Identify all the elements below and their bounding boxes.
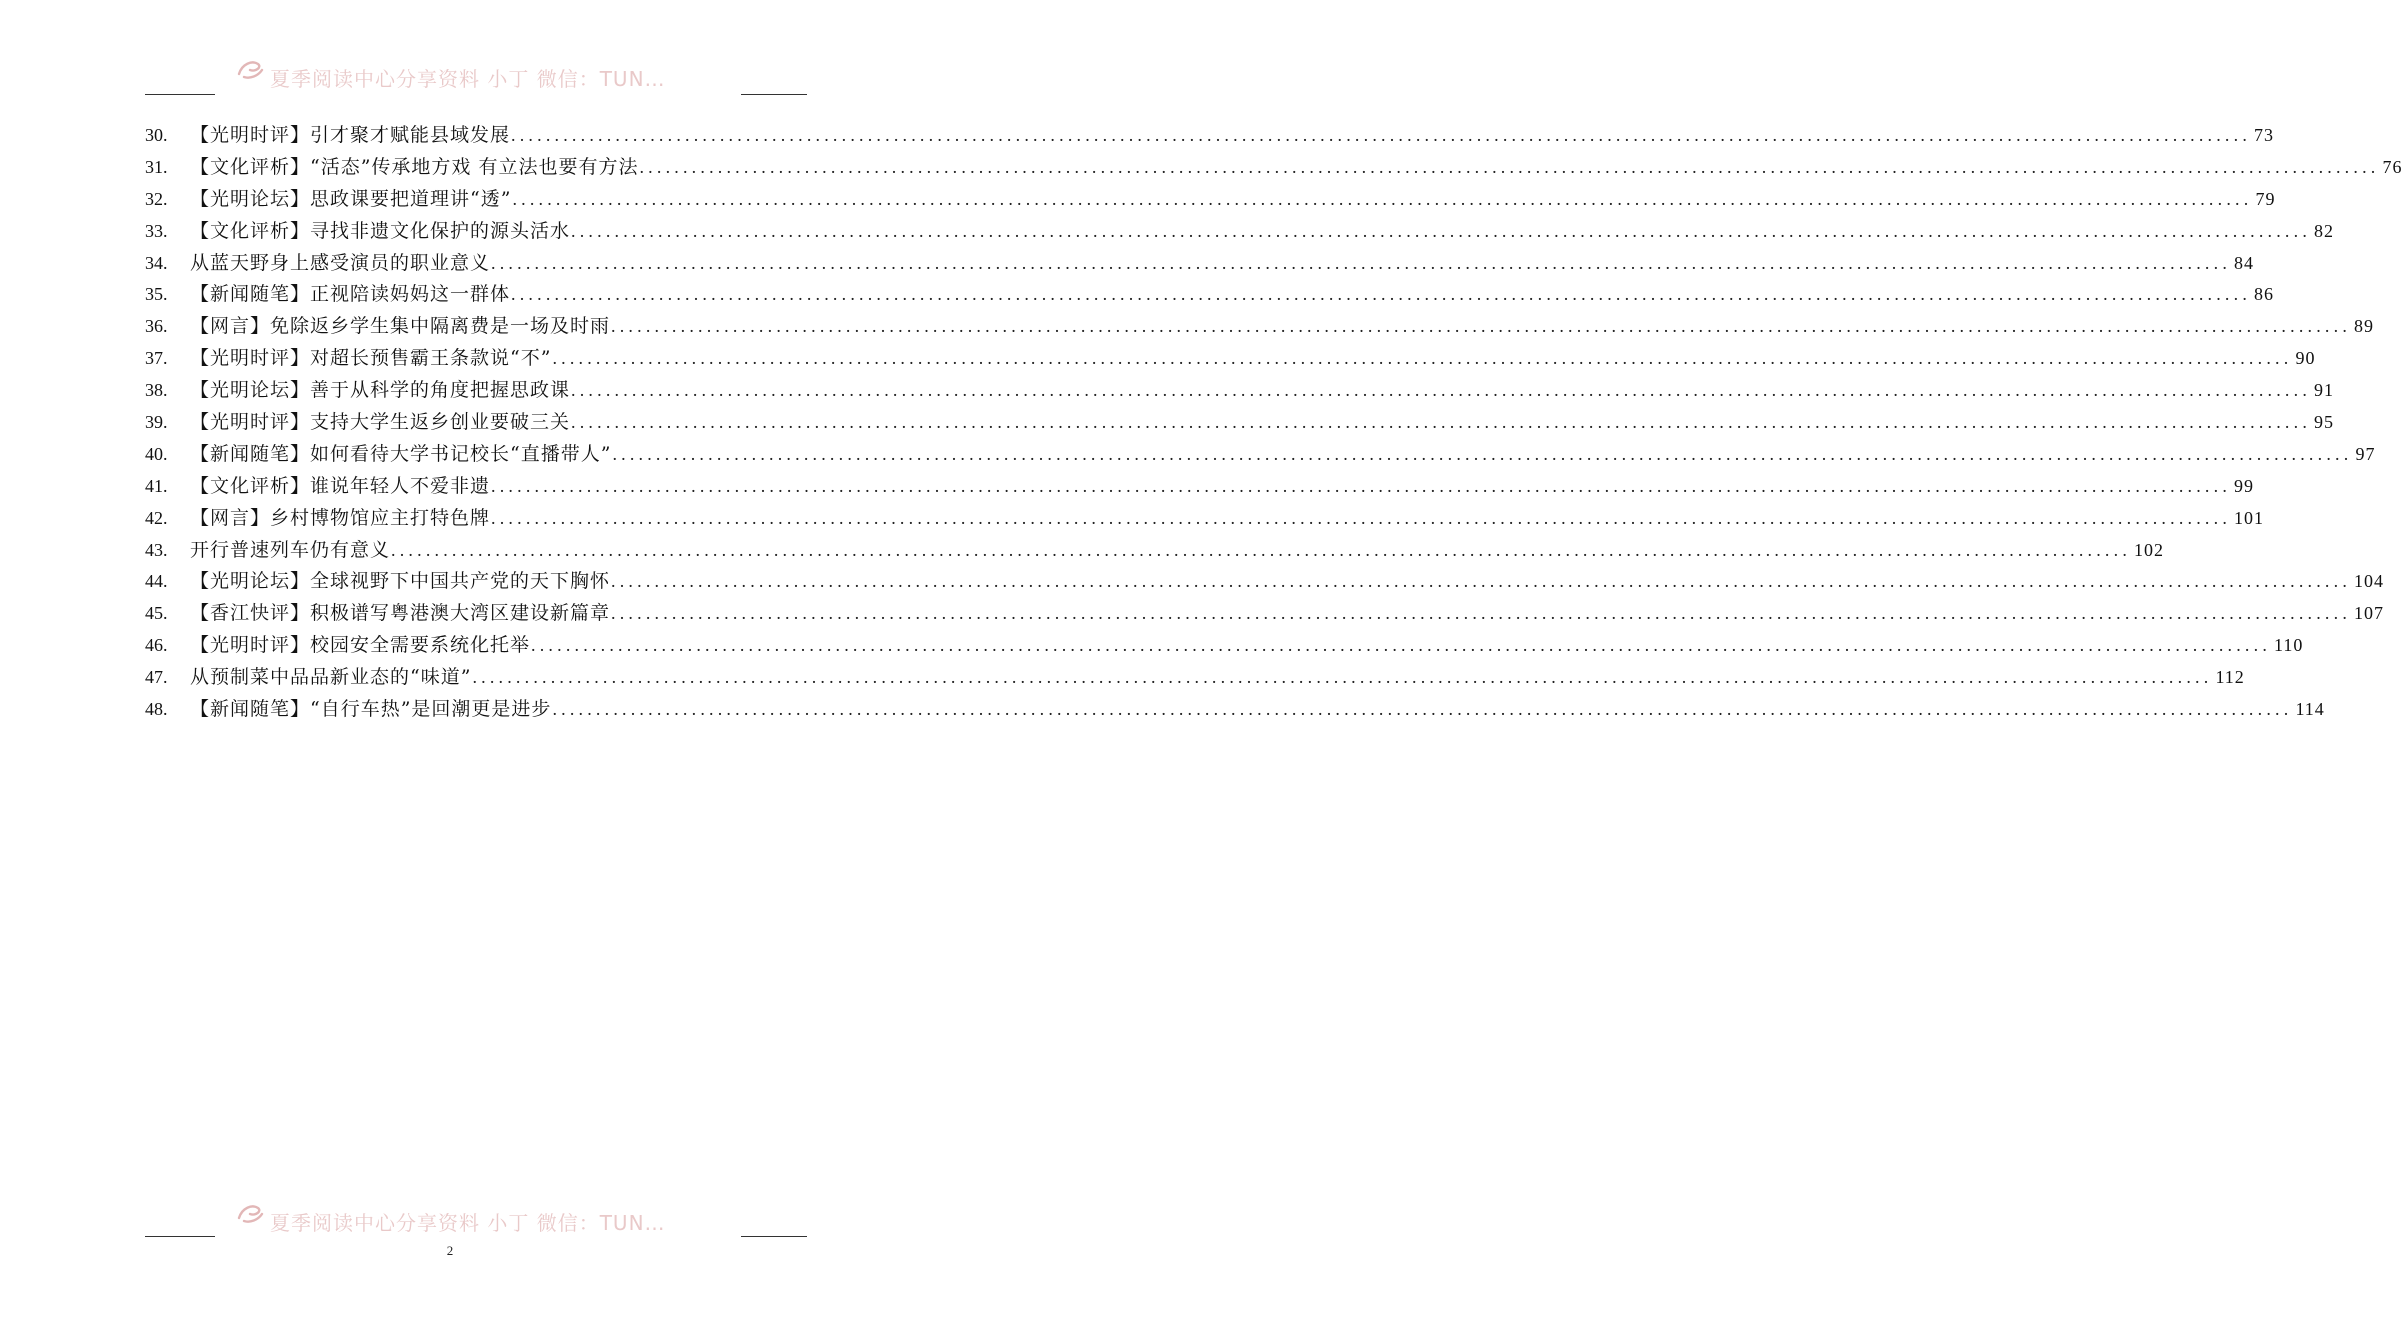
swirl-logo-icon [236, 58, 264, 80]
toc-dot-leader: ........................................................................................................................................................................................................ [639, 156, 2380, 177]
toc-entry-title: 从预制菜中品品新业态的“味道” [190, 666, 472, 689]
toc-entry-title: 【网言】乡村博物馆应主打特色牌 [190, 506, 491, 529]
toc-entry[interactable] [145, 535, 2165, 567]
toc-entry-page: 91 [2314, 380, 2335, 401]
toc-entry[interactable] [145, 216, 2335, 248]
toc-dot-leader: ........................................................................................................................................................................................................ [552, 348, 2293, 369]
toc-entry[interactable] [145, 598, 2385, 630]
toc-entry-number: 48. [145, 699, 168, 720]
toc-entry-page: 82 [2314, 220, 2335, 241]
toc-entry-number: 33. [145, 220, 168, 241]
toc-entry-page: 76 [2382, 156, 2402, 177]
toc-entry-page: 95 [2314, 412, 2335, 433]
toc-entry-number: 30. [145, 125, 168, 145]
toc-entry-title: 【光明时评】引才聚才赋能县域发展 [190, 124, 511, 146]
toc-entry-page: 107 [2354, 603, 2385, 624]
toc-entry-page: 104 [2354, 571, 2385, 592]
header-watermark [236, 56, 716, 91]
toc-entry-number: 32. [145, 188, 168, 209]
toc-entry-title: 【光明论坛】全球视野下中国共产党的天下胸怀 [190, 570, 611, 593]
footer-rule-right [741, 1236, 807, 1237]
toc-entry-page: 110 [2274, 635, 2304, 656]
toc-entry-page: 114 [2295, 699, 2325, 720]
toc-dot-leader: ........................................................................................................................................................................................................ [612, 443, 2353, 464]
toc-entry-number: 39. [145, 412, 168, 433]
toc-entry-page: 86 [2254, 284, 2275, 305]
toc-dot-leader: ........................................................................................................................................................................................................ [571, 380, 2312, 401]
toc-dot-leader: ........................................................................................................................................................................................................ [611, 603, 2352, 624]
toc-entry[interactable] [145, 152, 2402, 184]
toc-entry[interactable] [145, 630, 2304, 662]
toc-entry[interactable] [145, 248, 2255, 280]
toc-entry-number: 43. [145, 539, 168, 560]
toc-entry-title: 【文化评析】谁说年轻人不爱非遗 [190, 474, 491, 497]
toc-dot-leader: ........................................................................................................................................................................................................ [472, 667, 2213, 688]
toc-entry-page: 99 [2234, 475, 2255, 496]
toc-dot-leader: ........................................................................................................................................................................................................ [611, 316, 2352, 337]
toc-entry[interactable] [145, 311, 2375, 343]
toc-entry-page: 102 [2134, 539, 2165, 560]
toc-entry-number: 35. [145, 284, 168, 305]
footer-watermark [236, 1200, 716, 1235]
toc-dot-leader: ........................................................................................................................................................................................................ [491, 507, 2232, 528]
toc-dot-leader: ........................................................................................................................................................................................................ [571, 220, 2312, 241]
toc-entry-page: 112 [2215, 667, 2245, 688]
toc-entry[interactable] [145, 662, 2245, 694]
toc-entry[interactable] [145, 279, 2275, 311]
header-watermark-text: 夏季阅读中心分享资料 小丁 微信：TUN… [270, 67, 666, 91]
toc-entry-page: 73 [2254, 125, 2275, 145]
page-header [0, 52, 950, 92]
toc-entry-number: 47. [145, 667, 168, 688]
header-rule-left [145, 94, 215, 95]
toc-entry-title: 【网言】免除返乡学生集中隔离费是一场及时雨 [190, 315, 611, 338]
toc-dot-leader: ........................................................................................................................................................................................................ [491, 475, 2232, 496]
toc-entry-number: 40. [145, 443, 168, 464]
toc-entry[interactable] [145, 184, 2276, 216]
toc-entry-number: 38. [145, 380, 168, 401]
toc-entry-number: 36. [145, 316, 168, 337]
toc-entry-page: 90 [2295, 348, 2316, 369]
toc-dot-leader: ........................................................................................................................................................................................................ [491, 252, 2232, 273]
swirl-logo-icon [236, 1202, 264, 1224]
toc-entry-title: 【光明时评】对超长预售霸王条款说“不” [190, 347, 552, 370]
toc-entry-number: 37. [145, 348, 168, 369]
toc-dot-leader: ........................................................................................................................................................................................................ [531, 635, 2272, 656]
toc-entry-title: 【新闻随笔】“自行车热”是回潮更是进步 [190, 698, 552, 721]
toc-entry[interactable] [145, 694, 2325, 726]
toc-entry[interactable] [145, 471, 2255, 503]
toc-entry[interactable] [145, 343, 2316, 375]
toc-entry-title: 【光明时评】支持大学生返乡创业要破三关 [190, 411, 571, 434]
toc-entry-page: 79 [2255, 188, 2276, 209]
footer-watermark-text: 夏季阅读中心分享资料 小丁 微信：TUN… [270, 1211, 666, 1235]
toc-entry-title: 【香江快评】积极谱写粤港澳大湾区建设新篇章 [190, 602, 611, 625]
toc-entry-title: 【新闻随笔】如何看待大学书记校长“直播带人” [190, 442, 612, 465]
table-of-contents [145, 120, 2402, 726]
toc-dot-leader: ........................................................................................................................................................................................................ [511, 284, 2252, 305]
toc-entry-number: 31. [145, 156, 168, 177]
toc-dot-leader: ........................................................................................................................................................................................................ [512, 188, 2253, 209]
page-footer [0, 1196, 950, 1236]
toc-entry-title: 【文化评析】寻找非遗文化保护的源头活水 [190, 219, 571, 242]
toc-entry-title: 【光明论坛】善于从科学的角度把握思政课 [190, 379, 571, 402]
toc-entry-number: 42. [145, 507, 168, 528]
toc-entry-page: 97 [2355, 443, 2376, 464]
toc-entry-title: 从蓝天野身上感受演员的职业意义 [190, 251, 491, 274]
toc-entry-number: 46. [145, 635, 168, 656]
toc-entry-number: 45. [145, 603, 168, 624]
toc-dot-leader: ........................................................................................................................................................................................................ [611, 571, 2352, 592]
toc-entry-number: 41. [145, 475, 168, 496]
toc-entry[interactable] [145, 407, 2335, 439]
toc-dot-leader: ........................................................................................................................................................................................................ [391, 539, 2132, 560]
toc-entry-number: 44. [145, 571, 168, 592]
toc-dot-leader: ........................................................................................................................................................................................................ [571, 412, 2312, 433]
toc-entry-page: 89 [2354, 316, 2375, 337]
toc-entry-page: 101 [2234, 507, 2265, 528]
toc-dot-leader: ........................................................................................................................................................................................................ [552, 699, 2293, 720]
toc-entry-title: 【光明论坛】思政课要把道理讲“透” [190, 187, 512, 210]
toc-dot-leader: ........................................................................................................................................................................................................ [511, 125, 2252, 145]
toc-entry-page: 84 [2234, 252, 2255, 273]
toc-entry[interactable] [145, 503, 2265, 535]
toc-entry-title: 【新闻随笔】正视陪读妈妈这一群体 [190, 283, 511, 306]
toc-entry[interactable] [145, 566, 2385, 598]
toc-entry[interactable] [145, 120, 2275, 152]
toc-entry-number: 34. [145, 252, 168, 273]
page-number: 2 [446, 1243, 454, 1258]
toc-entry-title: 【文化评析】“活态”传承地方戏 有立法也要有方法 [190, 155, 639, 178]
header-rule-right [741, 94, 807, 95]
toc-entry-title: 【光明时评】校园安全需要系统化托举 [190, 634, 531, 657]
toc-entry[interactable] [145, 375, 2335, 407]
toc-entry-title: 开行普速列车仍有意义 [190, 538, 391, 561]
footer-rule-left [145, 1236, 215, 1237]
toc-entry[interactable] [145, 439, 2376, 471]
